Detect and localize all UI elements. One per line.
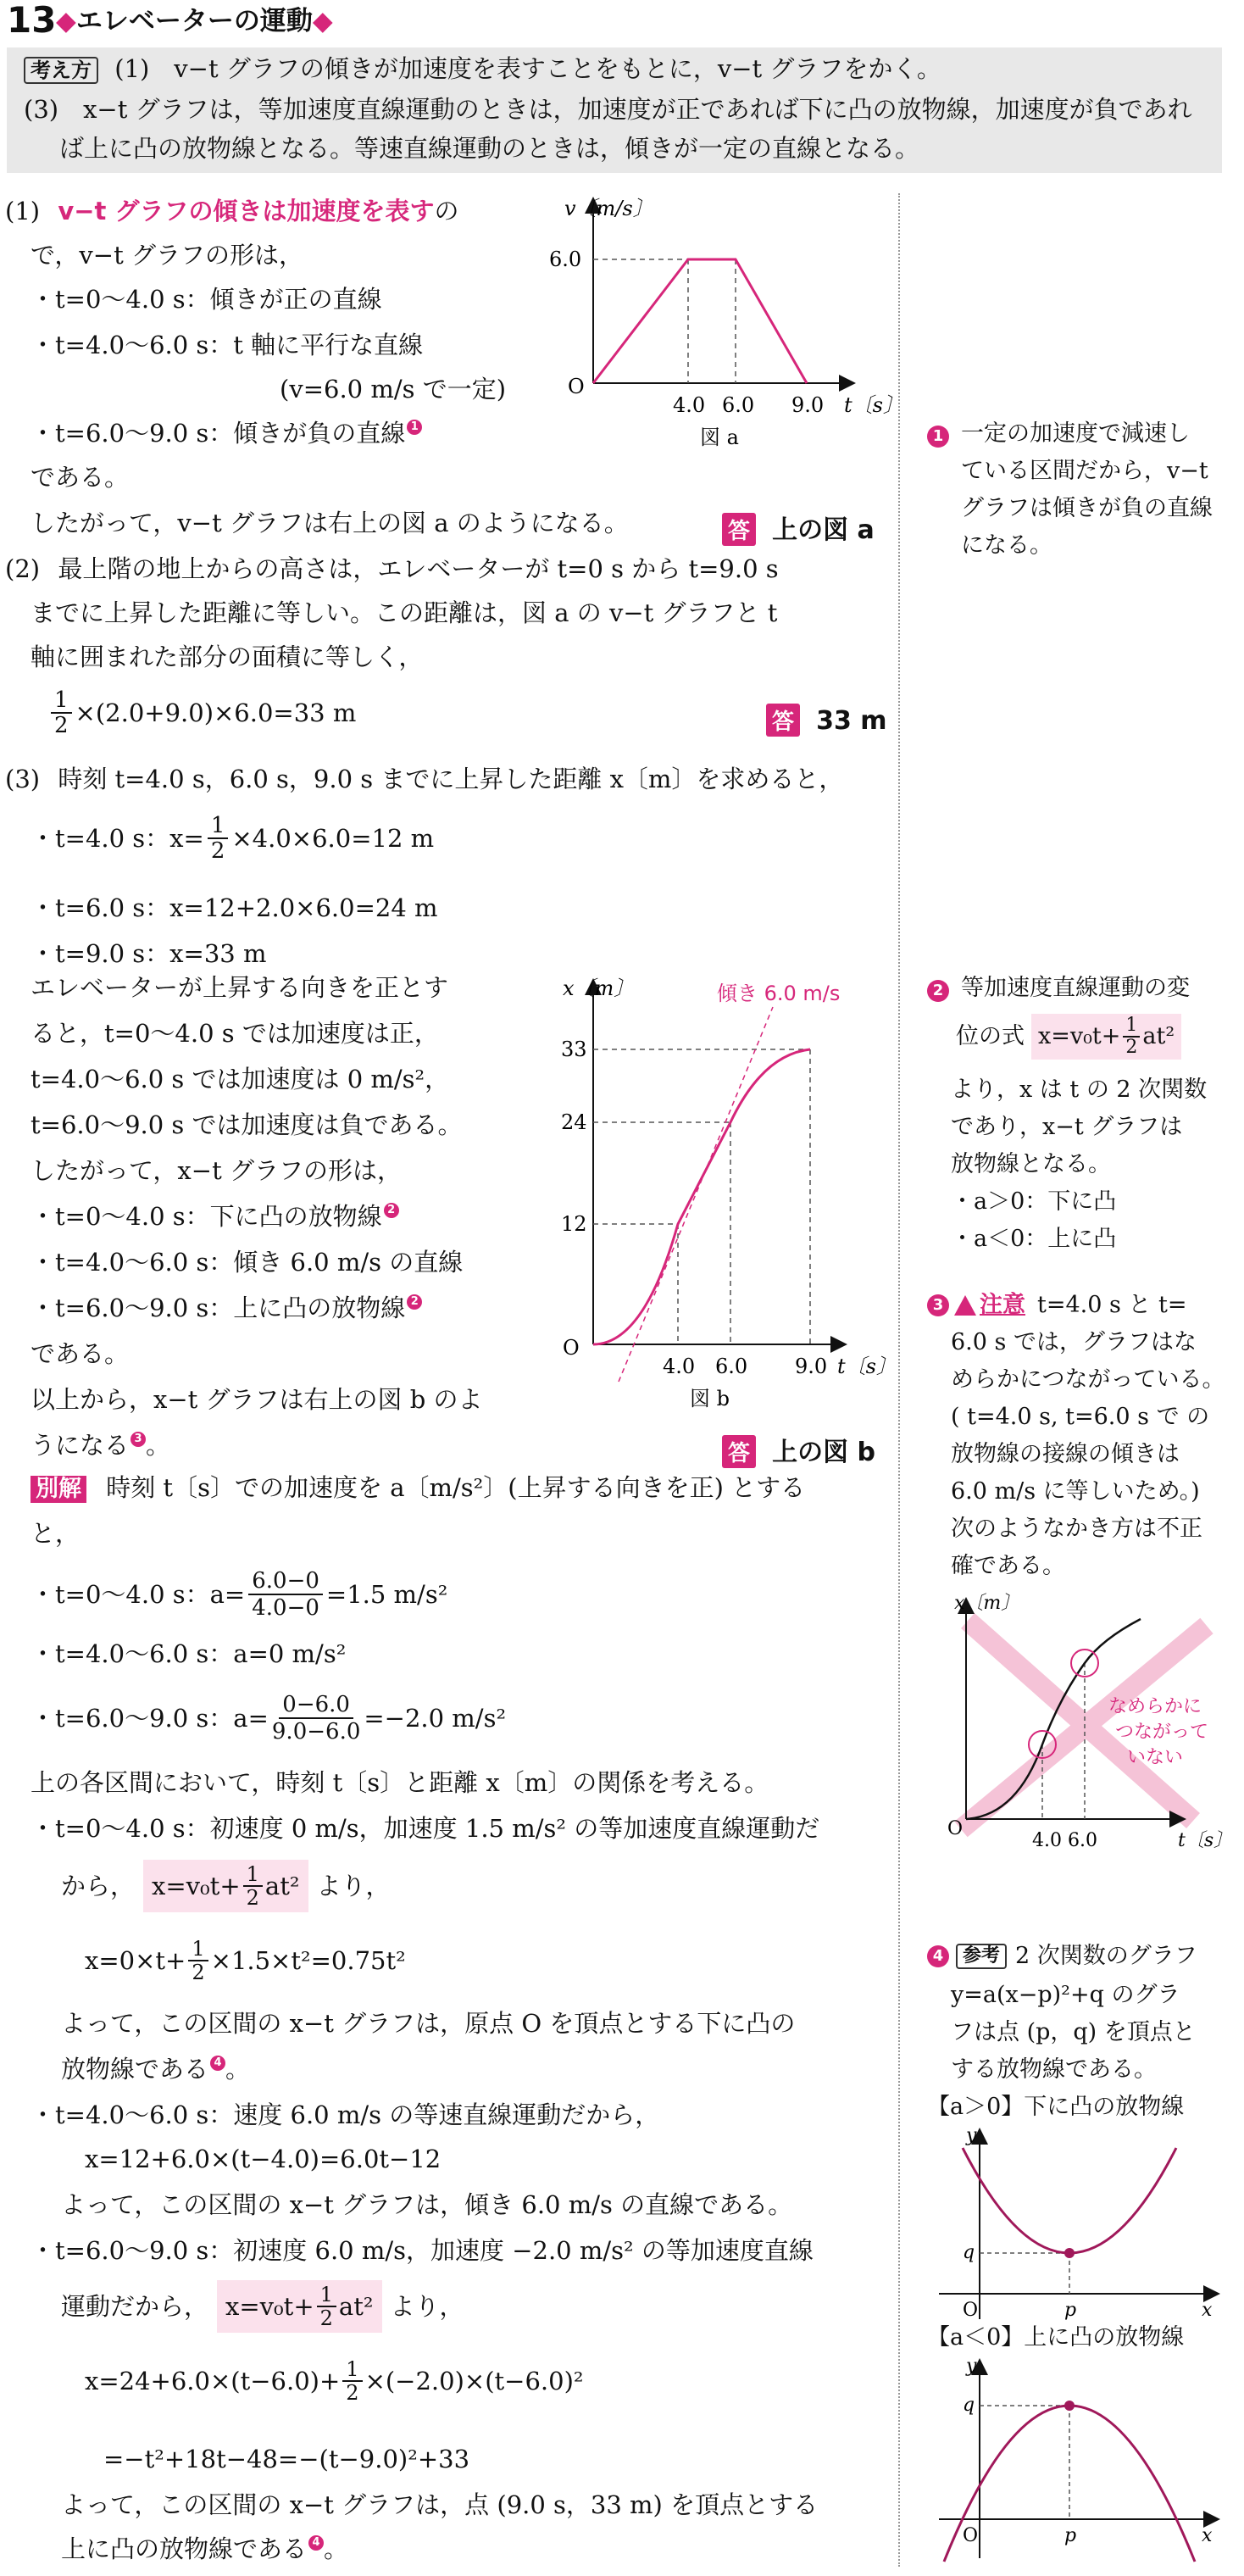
figa-x-label: t〔s〕 — [844, 393, 903, 417]
note-marker-3[interactable]: 3 — [131, 1432, 146, 1447]
figb-caption: 図 b — [690, 1387, 730, 1410]
fraction-num: 1 — [342, 2358, 362, 2382]
note-marker-4[interactable]: 4 — [308, 2535, 324, 2551]
alt-a1-pre: ・t=0〜4.0 s：a= — [31, 1580, 246, 1609]
part1-num: (1) — [5, 197, 41, 225]
warning-icon — [954, 1295, 976, 1316]
approach-line1 — [24, 54, 941, 84]
formula-tail: at² — [1142, 1023, 1175, 1049]
answer-value: 33 m — [816, 706, 887, 736]
sidenote-4-l3: フは点 (p，q) を頂点と — [951, 2019, 1196, 2045]
ig-annot-1: なめらかに — [1108, 1696, 1202, 1717]
fraction-num: 0−6.0 — [279, 1692, 353, 1719]
formula-head: x=v₀t+ — [1038, 1023, 1121, 1049]
part2-answer — [766, 704, 887, 737]
fraction-num: 6.0−0 — [248, 1568, 323, 1595]
figb-xt-curve — [593, 1049, 810, 1344]
caution-tag: 注意 — [980, 1292, 1025, 1318]
part1-line5: (v=6.0 m/s で一定) — [280, 375, 507, 403]
note-marker-2[interactable]: 2 — [384, 1203, 399, 1218]
part3-p5: したがって，x−t グラフの形は， — [31, 1156, 402, 1185]
fraction-den: 4.0−0 — [252, 1595, 319, 1621]
figb-y-tick-33: 33 — [561, 1038, 587, 1061]
part3-p11 — [31, 1431, 170, 1460]
fraction-num: 1 — [1123, 1015, 1140, 1038]
fraction — [1123, 1015, 1140, 1058]
alt-s1c — [85, 1938, 406, 1983]
answer-tag: 答 — [722, 1435, 756, 1468]
part3-num: (3) — [5, 765, 41, 793]
sidenote-2-l5: 放物線となる。 — [951, 1151, 1111, 1177]
note-number-3: 3 — [927, 1294, 949, 1316]
approach-tag: 考え方 — [24, 57, 98, 84]
fraction-den: 2 — [192, 1961, 205, 1984]
fraction-num: 1 — [188, 1938, 208, 1961]
alt-a2: ・t=4.0〜6.0 s：a=0 m/s² — [31, 1639, 347, 1668]
alt-s3b — [61, 2280, 464, 2333]
fraction-den: 2 — [210, 838, 225, 864]
sidenote-4-l4: する放物線である。 — [951, 2056, 1157, 2083]
alt-s3b-pre: 運動だから， — [61, 2292, 209, 2321]
part1-line6-text: ・t=6.0〜9.0 s：傾きが負の直線 — [31, 419, 406, 448]
approach-text-1: (1) v−t グラフの傾きが加速度を表すことをもとに，v−t グラフをかく。 — [114, 54, 941, 83]
alt-s1c-post: ×1.5×t²=0.75t² — [210, 1946, 406, 1975]
sidenote-1-l4: になる。 — [961, 532, 1052, 559]
note-number-1: 1 — [927, 426, 949, 448]
sidenote-3 — [927, 1292, 1187, 1319]
figa-x-tick-1: 4.0 — [673, 393, 706, 417]
fraction — [208, 814, 229, 863]
ig-annot-3: いない — [1127, 1747, 1184, 1768]
alt-s1e-text: 放物線である — [61, 2055, 209, 2084]
part1-line3: ・t=0〜4.0 s：傾きが正の直線 — [31, 285, 382, 314]
figa-y-label: v〔m/s〕 — [564, 197, 653, 220]
alt-s2: ・t=4.0〜6.0 s：速度 6.0 m/s の等速直線運動だから， — [31, 2100, 660, 2129]
answer-value: 上の図 b — [772, 1438, 876, 1467]
part3-b1-post: ×4.0×6.0=12 m — [231, 824, 435, 853]
part3-p11-text: うになる — [31, 1431, 130, 1460]
alt-s3b-post: より， — [390, 2292, 464, 2321]
figb-slope-label: 傾き 6.0 m/s — [717, 982, 841, 1005]
sidenote-2-l3: より，x は t の 2 次関数 — [951, 1077, 1208, 1103]
sidenote-4 — [927, 1943, 1197, 1970]
part1-line6 — [31, 419, 422, 448]
pd-p-label: p — [1064, 2525, 1077, 2546]
alt-s3c-pre: x=24+6.0×(t−6.0)+ — [85, 2367, 341, 2395]
alt-s1: ・t=0〜4.0 s：初速度 0 m/s，加速度 1.5 m/s² の等加速度直線運動だ — [31, 1814, 820, 1843]
fraction — [248, 1568, 323, 1621]
alt-s1b-post: より， — [316, 1872, 391, 1900]
sidenote-3-l3: めらかにつながっている。 — [951, 1366, 1225, 1393]
title-text: エレベーターの運動 — [75, 6, 313, 36]
sidenote-2-pre: 位の式 — [956, 1023, 1025, 1049]
formula-head: x=v₀t+ — [152, 1872, 241, 1900]
fraction — [51, 688, 72, 737]
sidenote-1-l3: グラフは傾きが負の直線 — [961, 495, 1213, 521]
sidenote-3-l4: ( t=4.0 s, t=6.0 s で の — [951, 1404, 1210, 1430]
part2-line2: までに上昇した距離に等しい。この距離は，図 a の v−t グラフと t — [31, 598, 778, 627]
fraction — [272, 1692, 360, 1744]
figb-y-tick-12: 12 — [561, 1212, 587, 1236]
note-number-2: 2 — [927, 980, 949, 1002]
part3-p4: t=6.0〜9.0 s では加速度は負である。 — [31, 1110, 463, 1139]
pu-q-label: q — [963, 2242, 975, 2263]
sidenote-2-l6: ・a＞0：下に凸 — [951, 1188, 1117, 1215]
fraction-num: 1 — [243, 1863, 263, 1887]
problem-number: 13 — [7, 0, 57, 41]
sidenote-3-l6: 6.0 m/s に等しいため。) — [951, 1478, 1200, 1505]
part3-p1: エレベーターが上昇する向きを正とす — [31, 973, 449, 1002]
ig-x-label: t〔s〕 — [1178, 1830, 1233, 1851]
alt-s3: ・t=6.0〜9.0 s：初速度 6.0 m/s，加速度 −2.0 m/s² の等加速度直線 — [31, 2236, 814, 2265]
note-marker-1[interactable]: 1 — [407, 420, 422, 435]
part1-line4: ・t=4.0〜6.0 s：t 軸に平行な直線 — [31, 331, 424, 359]
approach-line3: ば上に凸の放物線となる。等速直線運動のときは，傾きが一定の直線となる。 — [59, 134, 920, 163]
alt-tag: 別解 — [31, 1476, 86, 1503]
pu-p-label: p — [1064, 2300, 1077, 2321]
sidenote-1-l1: 一定の加速度で減速し — [961, 420, 1190, 447]
part2-formula-text: ×(2.0+9.0)×6.0=33 m — [75, 698, 357, 727]
part3-p8 — [31, 1294, 422, 1322]
part3-answer — [722, 1431, 875, 1468]
pu-parabola — [963, 2148, 1176, 2253]
fraction-den: 2 — [54, 713, 69, 738]
figa-origin: O — [568, 375, 585, 398]
part1-key-phrase: v−t グラフの傾きは加速度を表す — [58, 197, 435, 225]
part3-p9: である。 — [31, 1339, 130, 1368]
figa-vt-line — [593, 259, 807, 383]
part1-lead-rest: の — [434, 197, 459, 225]
fraction — [188, 1938, 208, 1983]
parabola-up-graph — [932, 2126, 1220, 2329]
alt-s1e-end: 。 — [225, 2055, 251, 2084]
part2-num: (2) — [5, 554, 41, 583]
fraction-den: 2 — [319, 2306, 333, 2330]
part2-line1 — [5, 554, 779, 583]
figa-x-tick-2: 6.0 — [722, 393, 755, 417]
figb-x-label: t〔s〕 — [837, 1355, 897, 1378]
part3-b1 — [31, 814, 434, 863]
sidenote-2-formula — [956, 1014, 1181, 1060]
pu-x-label: x — [1202, 2300, 1213, 2321]
answer-value: 上の図 a — [772, 515, 875, 545]
figb-x-tick-1: 4.0 — [663, 1355, 696, 1378]
alt-text-1: 時刻 t〔s〕での加速度を a〔m/s²〕(上昇する向きを正) とする — [106, 1473, 806, 1502]
diamond-icon: ◆ — [312, 6, 333, 36]
part3-p6 — [31, 1202, 399, 1231]
fraction — [317, 2284, 336, 2329]
alt-s3c-post: ×(−2.0)×(t−6.0)² — [364, 2367, 584, 2395]
figb-x-tick-3: 9.0 — [795, 1355, 828, 1378]
alt-a1 — [31, 1568, 447, 1621]
pd-y-label: y — [966, 2356, 977, 2377]
note-marker-4[interactable]: 4 — [210, 2056, 225, 2071]
diamond-icon: ◆ — [56, 6, 76, 36]
pd-x-label: x — [1202, 2525, 1213, 2546]
sidenote-4-case1: 【a＞0】下に凸の放物線 — [927, 2094, 1185, 2120]
pd-q-label: q — [963, 2395, 975, 2416]
fraction — [243, 1863, 263, 1909]
figb-x-tick-2: 6.0 — [715, 1355, 748, 1378]
alt-s3d: =−t²+18t−48=−(t−9.0)²+33 — [103, 2445, 470, 2473]
figb-y-tick-24: 24 — [561, 1110, 587, 1134]
part1-answer — [722, 509, 875, 546]
alt-s3f-text: 上に凸の放物線である — [61, 2534, 308, 2563]
sidenote-4-l1: 2 次関数のグラフ — [1015, 1943, 1197, 1969]
alt-a3-pre: ・t=6.0〜9.0 s：a= — [31, 1704, 269, 1733]
alt-s3e: よって，この区間の x−t グラフは，点 (9.0 s，33 m) を頂点とする — [61, 2490, 819, 2519]
approach-line2: (3) x−t グラフは，等加速度直線運動のときは，加速度が正であれば下に凸の放物線，加速度が負であれ — [24, 95, 1192, 124]
fraction-num: 1 — [51, 688, 72, 714]
part1-line7: である。 — [31, 463, 130, 492]
sidenote-3-l7: 次のようなかき方は不正 — [951, 1516, 1202, 1542]
ig-x-ticks: 4.0 6.0 — [1032, 1830, 1097, 1851]
reference-tag: 参考 — [956, 1944, 1007, 1969]
fraction-den: 2 — [1125, 1037, 1138, 1058]
alt-line1 — [31, 1473, 805, 1503]
part3-b3: ・t=9.0 s：x=33 m — [31, 939, 267, 968]
part3-p6-text: ・t=0〜4.0 s：下に凸の放物線 — [31, 1202, 382, 1231]
column-divider — [898, 193, 900, 2567]
formula-tail: at² — [338, 2292, 374, 2321]
alt-s2c: よって，この区間の x−t グラフは，傾き 6.0 m/s の直線である。 — [61, 2190, 793, 2219]
ig-y-label: x〔m〕 — [954, 1593, 1020, 1614]
alt-line3: 上の各区間において，時刻 t〔s〕と距離 x〔m〕の関係を考える。 — [31, 1768, 769, 1797]
part1-line2: で，v−t グラフの形は， — [31, 241, 303, 270]
pd-vertex — [1064, 2401, 1075, 2411]
pu-origin: O — [963, 2300, 979, 2321]
sidenote-3-l5: 放物線の接線の傾きは — [951, 1441, 1180, 1467]
problem-title — [56, 5, 333, 37]
sidenote-4-l2: y=a(x−p)²+q のグラ — [951, 1982, 1180, 2008]
part1-line8: したがって，v−t グラフは右上の図 a のようになる。 — [31, 509, 629, 537]
highlight-formula — [143, 1860, 308, 1912]
fraction — [342, 2358, 362, 2404]
pu-y-label: y — [966, 2125, 977, 2146]
alt-s3f — [61, 2534, 348, 2563]
sidenote-2 — [927, 975, 949, 1002]
figa-caption: 図 a — [700, 426, 739, 449]
part1-line1 — [5, 197, 459, 225]
alt-a1-post: =1.5 m/s² — [325, 1580, 448, 1609]
sidenote-3-l2: 6.0 s では，グラフはな — [951, 1329, 1197, 1355]
pd-origin: O — [963, 2525, 979, 2546]
alt-s1e — [61, 2055, 250, 2084]
note-number-4: 4 — [927, 1945, 949, 1967]
part2-text-1: 最上階の地上からの高さは，エレベーターが t=0 s から t=9.0 s — [58, 554, 779, 583]
parabola-down-graph — [932, 2355, 1220, 2567]
fraction-num: 1 — [317, 2284, 336, 2307]
alt-a3-post: =−2.0 m/s² — [364, 1704, 507, 1733]
note-marker-2[interactable]: 2 — [407, 1294, 422, 1310]
answer-tag: 答 — [766, 704, 800, 737]
alt-s3c — [85, 2358, 584, 2404]
part3-p3: t=4.0〜6.0 s では加速度は 0 m/s²， — [31, 1065, 450, 1093]
part3-p10: 以上から，x−t グラフは右上の図 b のよ — [31, 1385, 483, 1414]
figa-y-tick: 6.0 — [549, 248, 582, 271]
alt-s1b — [61, 1860, 391, 1912]
alt-line2: と， — [31, 1519, 81, 1548]
figure-a — [542, 193, 903, 456]
figb-origin: O — [563, 1336, 580, 1360]
sidenote-3-l1: t=4.0 s と t= — [1037, 1292, 1187, 1318]
sidenote-1-l2: ている区間だから，v−t — [961, 458, 1208, 484]
sidenote-2-l1: 等加速度直線運動の変 — [961, 975, 1190, 1001]
part3-b1-pre: ・t=4.0 s：x= — [31, 824, 204, 853]
highlight-formula — [217, 2280, 381, 2333]
sidenote-2-l7: ・a＜0：上に凸 — [951, 1226, 1117, 1252]
figb-tangent-line — [619, 1007, 773, 1382]
alt-s3f-end: 。 — [324, 2534, 349, 2563]
part2-line3: 軸に囲まれた部分の面積に等しく， — [31, 643, 424, 671]
figb-y-label: x〔m〕 — [563, 976, 635, 1000]
alt-a3 — [31, 1692, 506, 1744]
ig-annot-2: つながって — [1115, 1722, 1209, 1743]
answer-tag: 答 — [722, 513, 756, 546]
part3-b2: ・t=6.0 s：x=12+2.0×6.0=24 m — [31, 893, 438, 922]
formula-head: x=v₀t+ — [225, 2292, 314, 2321]
part3-line1 — [5, 765, 843, 793]
figa-x-tick-3: 9.0 — [791, 393, 825, 417]
sidenote-3-l8: 確である。 — [951, 1553, 1065, 1579]
pu-vertex — [1064, 2248, 1075, 2258]
part3-text-1: 時刻 t=4.0 s，6.0 s，9.0 s までに上昇した距離 x〔m〕を求めると， — [58, 765, 844, 793]
alt-s1b-pre: から， — [61, 1872, 136, 1900]
sidenote-4-case2: 【a＜0】上に凸の放物線 — [927, 2324, 1185, 2351]
alt-s2b: x=12+6.0×(t−4.0)=6.0t−12 — [85, 2145, 442, 2173]
part2-formula — [51, 688, 356, 737]
part3-p11-end: 。 — [146, 1431, 171, 1460]
part3-p7: ・t=4.0〜6.0 s：傾き 6.0 m/s の直線 — [31, 1248, 464, 1277]
figure-b — [551, 971, 898, 1421]
formula-tail: at² — [264, 1872, 300, 1900]
fraction-num: 1 — [208, 814, 229, 839]
alt-s1d: よって，この区間の x−t グラフは，原点 O を頂点とする下に凸の — [61, 2009, 796, 2038]
fraction-den: 2 — [346, 2381, 359, 2405]
highlight-formula — [1031, 1014, 1181, 1060]
sidenote-2-l4: であり，x−t グラフは — [951, 1114, 1183, 1140]
fraction-den: 9.0−6.0 — [271, 1719, 361, 1744]
part3-p2: ると，t=0〜4.0 s では加速度は正， — [31, 1019, 439, 1048]
sidenote-1 — [927, 420, 949, 448]
part3-p8-text: ・t=6.0〜9.0 s：上に凸の放物線 — [31, 1294, 406, 1322]
alt-s1c-pre: x=0×t+ — [85, 1946, 186, 1975]
fraction-den: 2 — [246, 1886, 259, 1910]
incorrect-graph — [924, 1588, 1237, 1860]
ig-origin: O — [947, 1818, 964, 1839]
